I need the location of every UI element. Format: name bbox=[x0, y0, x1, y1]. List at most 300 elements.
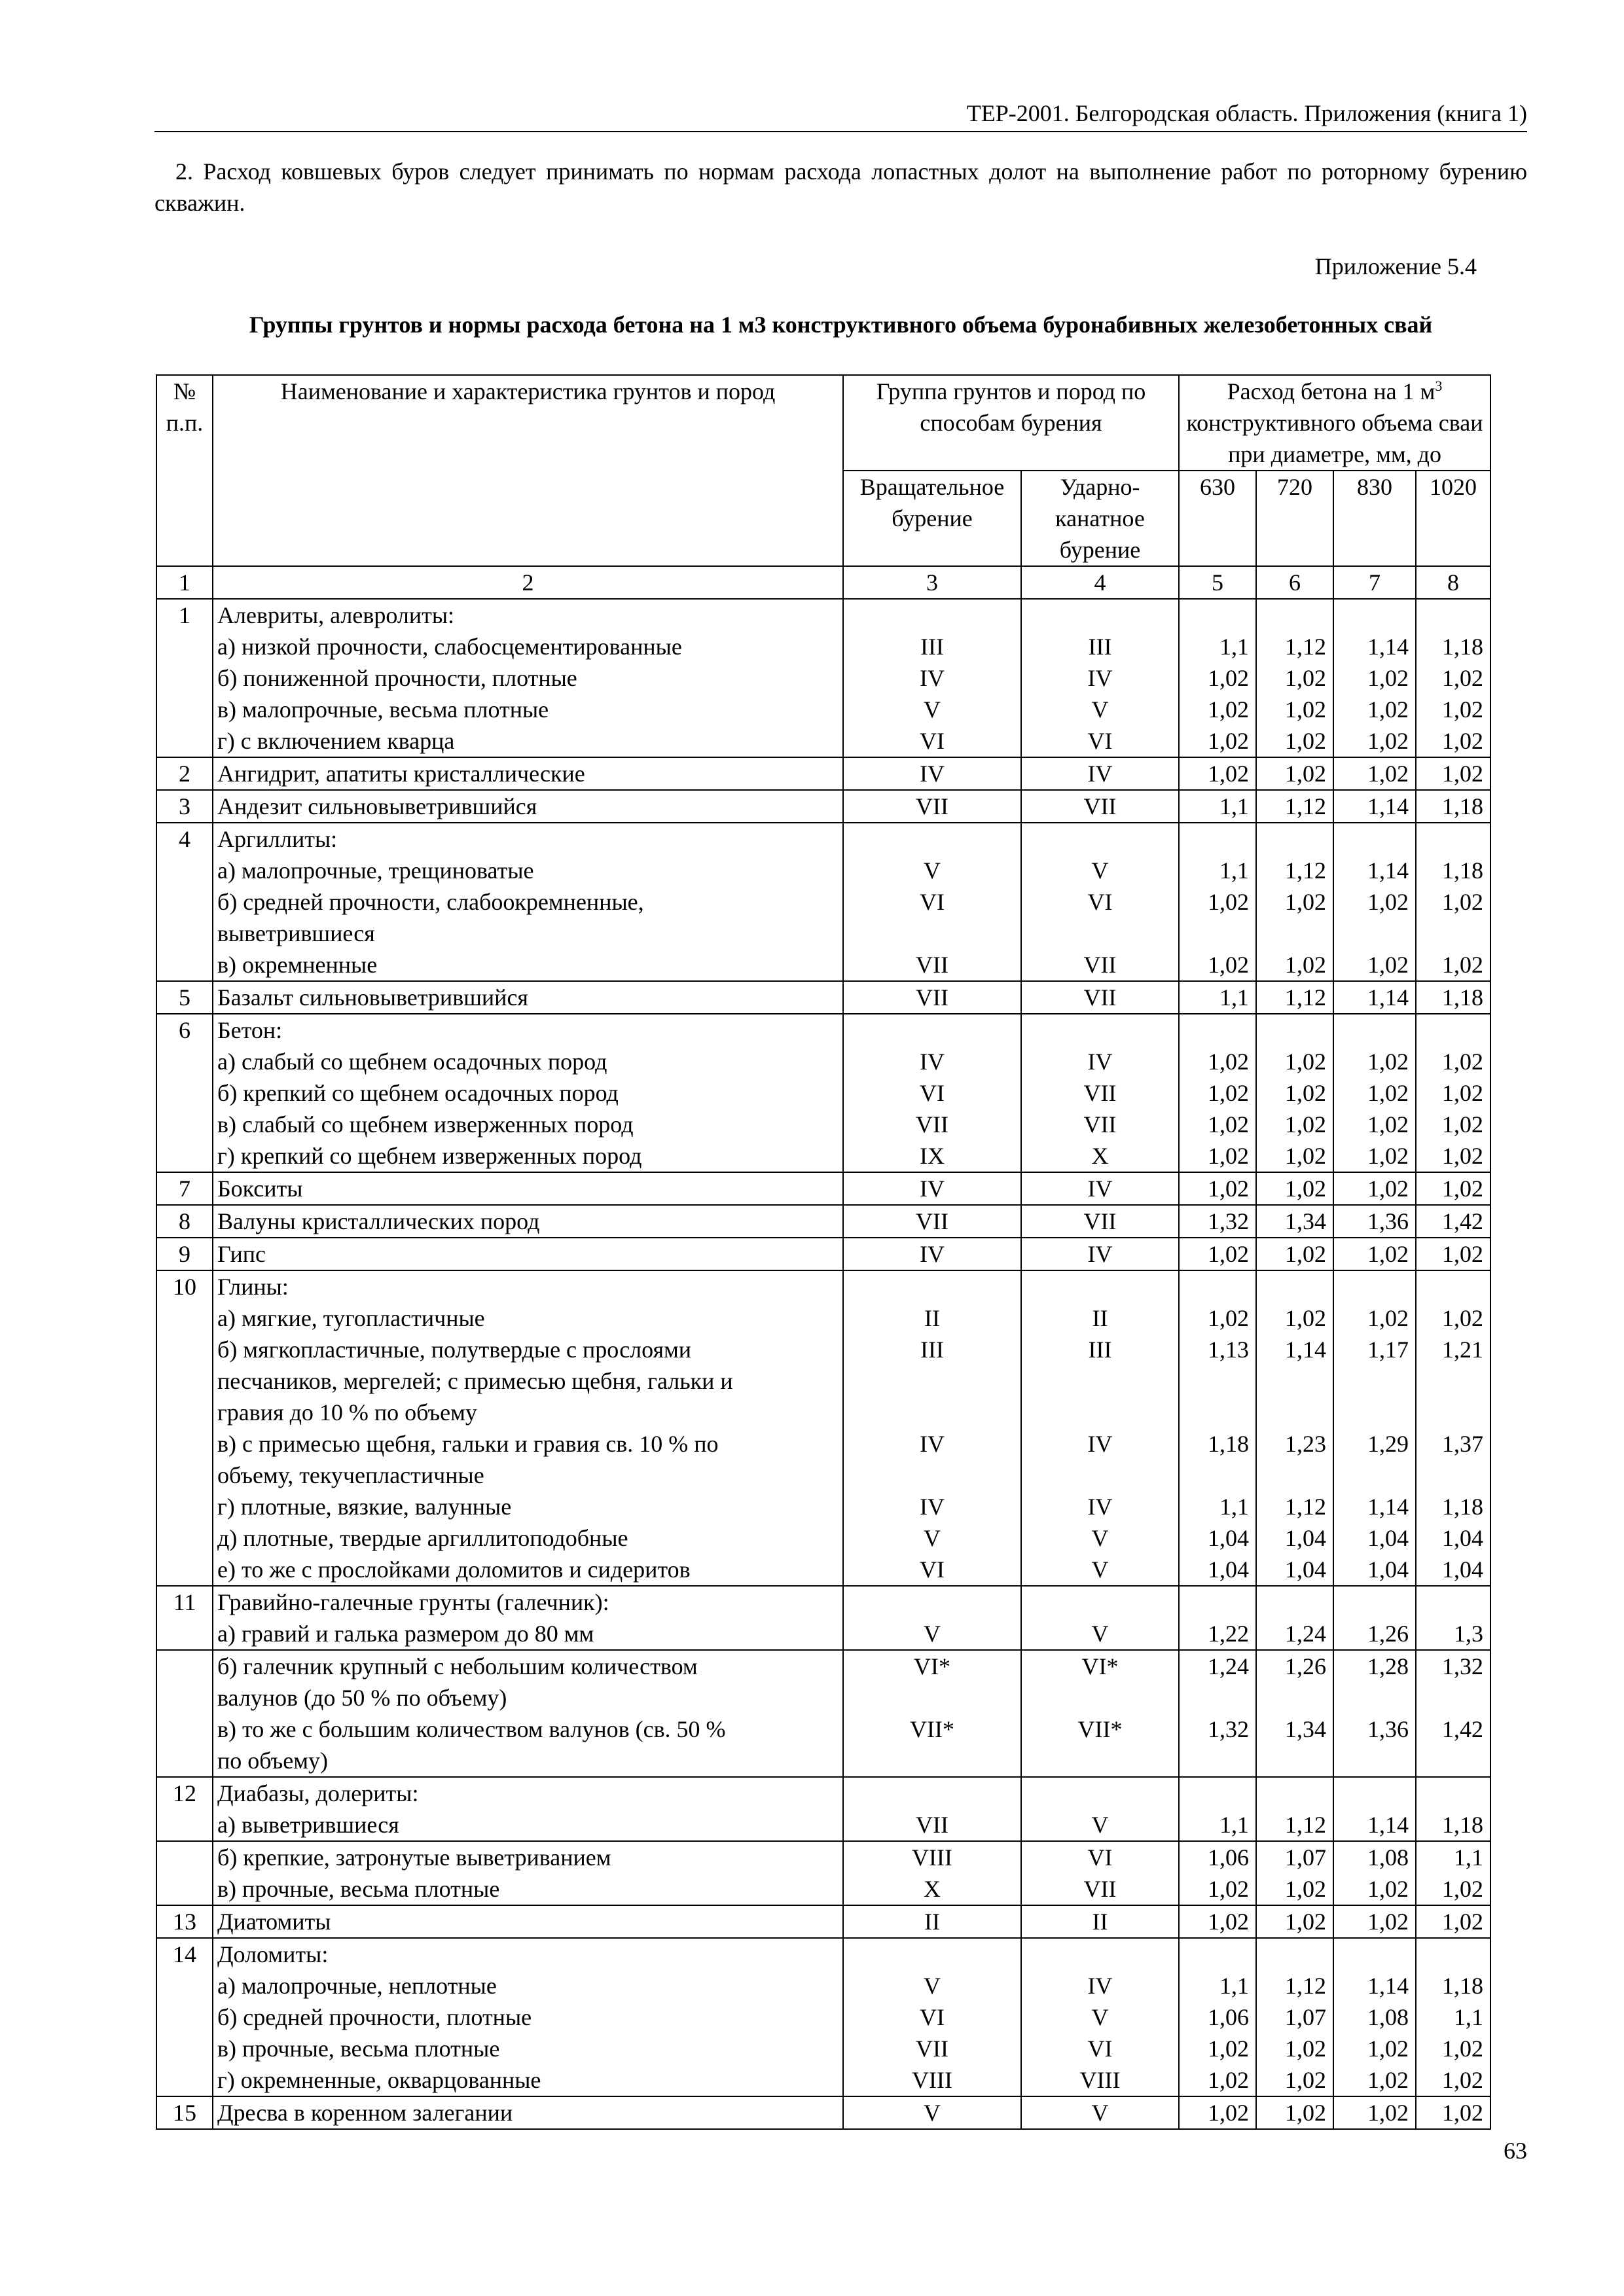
consumption-1020-empty bbox=[1420, 1939, 1483, 1970]
percussion-group-cell bbox=[1021, 1172, 1179, 1205]
consumption-830-cell bbox=[1333, 1014, 1416, 1172]
consumption-830-cell bbox=[1333, 1238, 1416, 1270]
consumption-720: 1,12 bbox=[1285, 1973, 1326, 1999]
row-number bbox=[156, 1014, 213, 1172]
row-number-text bbox=[161, 1651, 208, 1682]
consumption-630: 1,02 bbox=[1208, 889, 1249, 915]
table-title: Группы грунтов и нормы расхода бетона на 1 м3 конструктивного объема буронабивных железобетонных свай bbox=[249, 312, 1433, 338]
consumption-1020: 1,18 bbox=[1442, 1812, 1484, 1838]
soil-name-cell bbox=[213, 1905, 843, 1938]
rotary-group-cell bbox=[843, 757, 1021, 790]
consumption-830: 1,04 bbox=[1367, 1556, 1409, 1583]
consumption-630-cell bbox=[1179, 1841, 1256, 1905]
consumption-630: 1,1 bbox=[1219, 793, 1249, 819]
consumption-630-cell bbox=[1179, 1905, 1256, 1938]
consumption-1020-cell bbox=[1416, 790, 1490, 823]
consumption-830: 1,14 bbox=[1367, 984, 1409, 1011]
consumption-630: 1,02 bbox=[1208, 728, 1249, 754]
table-row bbox=[156, 1205, 1490, 1238]
soil-name: Андезит сильновыветрившийся bbox=[217, 793, 537, 819]
consumption-720: 1,02 bbox=[1285, 1111, 1326, 1138]
rotary-group: III bbox=[920, 1336, 944, 1363]
consumption-830-empty bbox=[1338, 1014, 1409, 1046]
consumption-1020: 1,02 bbox=[1442, 1080, 1484, 1106]
col-header-consumption bbox=[1179, 375, 1490, 471]
row-number bbox=[156, 823, 213, 981]
soil-name-cell bbox=[213, 1205, 843, 1238]
soil-name: Аргиллиты: bbox=[217, 826, 338, 852]
soil-name-cell bbox=[213, 1777, 843, 1841]
consumption-630: 1,02 bbox=[1208, 1080, 1249, 1106]
consumption-1020: 1,02 bbox=[1442, 1241, 1484, 1267]
soil-name: Глины: bbox=[217, 1274, 289, 1300]
consumption-830: 1,02 bbox=[1367, 1241, 1409, 1267]
consumption-830-cell bbox=[1333, 1650, 1416, 1777]
rotary-group: II bbox=[924, 1305, 940, 1331]
consumption-720-cell bbox=[1256, 981, 1333, 1014]
consumption-830-empty bbox=[1338, 1682, 1409, 1713]
consumption-1020: 1,02 bbox=[1442, 952, 1484, 978]
consumption-1020-cell bbox=[1416, 1938, 1490, 2096]
soil-name-cell bbox=[213, 599, 843, 757]
soil-name: выветрившиеся bbox=[217, 920, 375, 946]
consumption-720: 1,02 bbox=[1285, 728, 1326, 754]
consumption-720-empty bbox=[1261, 1587, 1326, 1618]
consumption-1020-empty bbox=[1420, 600, 1483, 631]
consumption-720: 1,02 bbox=[1285, 761, 1326, 787]
soil-name: б) мягкопластичные, полутвердые с прослоями bbox=[217, 1336, 692, 1363]
soil-name: а) низкой прочности, слабосцементированные bbox=[217, 634, 682, 660]
consumption-830: 1,02 bbox=[1367, 2100, 1409, 2126]
consumption-720-cell bbox=[1256, 2096, 1333, 2129]
row-number-text: 9 bbox=[179, 1241, 190, 1267]
soil-name: б) галечник крупный с небольшим количеством bbox=[217, 1653, 698, 1679]
rotary-group: IV bbox=[920, 761, 945, 787]
percussion-group-empty bbox=[1026, 823, 1174, 855]
rotary-group: VII bbox=[916, 952, 948, 978]
consumption-1020: 1,02 bbox=[1442, 2100, 1484, 2126]
soil-name: Бокситы bbox=[217, 1175, 303, 1202]
row-number-text bbox=[161, 1842, 208, 1873]
appendix-label: Приложение 5.4 bbox=[1314, 253, 1477, 279]
percussion-group: VI bbox=[1087, 1844, 1113, 1871]
rotary-group-empty bbox=[848, 1460, 1017, 1491]
col-header-d720: 720 bbox=[1256, 471, 1333, 566]
consumption-1020: 1,18 bbox=[1442, 634, 1484, 660]
percussion-group-empty bbox=[1026, 1014, 1174, 1046]
consumption-630: 1,02 bbox=[1208, 2036, 1249, 2062]
consumption-630: 1,32 bbox=[1208, 1716, 1249, 1742]
soil-name: б) пониженной прочности, плотные bbox=[217, 665, 577, 691]
table-row bbox=[156, 1650, 1490, 1777]
percussion-group-empty bbox=[1026, 1271, 1174, 1302]
rotary-group-empty bbox=[848, 823, 1017, 855]
soil-name: песчаников, мергелей; с примесью щебня, гальки и bbox=[217, 1368, 733, 1394]
consumption-830-empty bbox=[1338, 1745, 1409, 1776]
consumption-630: 1,02 bbox=[1208, 1876, 1249, 1902]
percussion-group: IV bbox=[1087, 1494, 1113, 1520]
percussion-group: V bbox=[1091, 1812, 1109, 1838]
consumption-630-cell bbox=[1179, 1586, 1256, 1650]
consumption-1020-empty bbox=[1420, 1365, 1483, 1397]
consumption-630: 1,22 bbox=[1208, 1621, 1249, 1647]
consumption-830-cell bbox=[1333, 1586, 1416, 1650]
percussion-group-empty bbox=[1026, 1365, 1174, 1397]
consumption-630: 1,02 bbox=[1208, 1143, 1249, 1169]
row-number bbox=[156, 2096, 213, 2129]
consumption-630-empty bbox=[1183, 1397, 1249, 1428]
consumption-630: 1,02 bbox=[1208, 2067, 1249, 2093]
percussion-group: VI bbox=[1087, 2036, 1113, 2062]
rotary-group-cell bbox=[843, 981, 1021, 1014]
percussion-group-empty bbox=[1026, 1587, 1174, 1618]
rotary-group: V bbox=[924, 1525, 941, 1551]
consumption-630: 1,02 bbox=[1208, 2100, 1249, 2126]
soil-name-cell bbox=[213, 1014, 843, 1172]
consumption-720-empty bbox=[1261, 1397, 1326, 1428]
soil-name: г) плотные, вязкие, валунные bbox=[217, 1494, 512, 1520]
soil-name: г) крепкий со щебнем изверженных пород bbox=[217, 1143, 642, 1169]
soil-name: д) плотные, твердые аргиллитоподобные bbox=[217, 1525, 628, 1551]
rotary-group: V bbox=[924, 1973, 941, 1999]
soil-name: в) прочные, весьма плотные bbox=[217, 1876, 500, 1902]
consumption-630-cell bbox=[1179, 1650, 1256, 1777]
rotary-group-empty bbox=[848, 1271, 1017, 1302]
rotary-group: V bbox=[924, 857, 941, 884]
consumption-830: 1,14 bbox=[1367, 793, 1409, 819]
percussion-group: X bbox=[1091, 1143, 1109, 1169]
percussion-group: VIII bbox=[1079, 2067, 1121, 2093]
percussion-group: VI bbox=[1087, 728, 1113, 754]
rotary-group: V bbox=[924, 2100, 941, 2126]
consumption-1020: 1,02 bbox=[1442, 728, 1484, 754]
rotary-group-cell bbox=[843, 1905, 1021, 1938]
rotary-group-empty bbox=[848, 1682, 1017, 1713]
consumption-720: 1,12 bbox=[1285, 1494, 1326, 1520]
percussion-group-cell bbox=[1021, 599, 1179, 757]
consumption-1020-cell bbox=[1416, 1905, 1490, 1938]
soil-groups-table bbox=[156, 374, 1491, 2130]
rotary-group-cell bbox=[843, 1205, 1021, 1238]
soil-name: в) с примесью щебня, гальки и гравия св. 10 % по bbox=[217, 1431, 719, 1457]
soil-name: а) мягкие, тугопластичные bbox=[217, 1305, 485, 1331]
percussion-group-empty bbox=[1026, 1778, 1174, 1809]
rotary-group: VIII bbox=[912, 1844, 952, 1871]
rotary-group-cell bbox=[843, 1172, 1021, 1205]
percussion-group: IV bbox=[1087, 1241, 1113, 1267]
row-number-text: 15 bbox=[173, 2100, 196, 2126]
table-row bbox=[156, 1586, 1490, 1650]
rotary-group: V bbox=[924, 1621, 941, 1647]
consumption-720-cell bbox=[1256, 1777, 1333, 1841]
consumption-630-empty bbox=[1183, 1587, 1249, 1618]
percussion-group: II bbox=[1092, 1909, 1108, 1935]
consumption-720-empty bbox=[1261, 918, 1326, 949]
percussion-group-empty bbox=[1026, 600, 1174, 631]
consumption-630-empty bbox=[1183, 1939, 1249, 1970]
soil-name-cell bbox=[213, 1586, 843, 1650]
consumption-630: 1,1 bbox=[1219, 857, 1249, 884]
consumption-720: 1,02 bbox=[1285, 2036, 1326, 2062]
row-number bbox=[156, 790, 213, 823]
col-header-d630: 630 bbox=[1179, 471, 1256, 566]
percussion-group-empty bbox=[1026, 1682, 1174, 1713]
consumption-1020-empty bbox=[1420, 1271, 1483, 1302]
consumption-630: 1,02 bbox=[1208, 1049, 1249, 1075]
percussion-group-cell bbox=[1021, 1238, 1179, 1270]
percussion-group: VII bbox=[1083, 1111, 1117, 1138]
row-number bbox=[156, 981, 213, 1014]
rotary-group-cell bbox=[843, 1938, 1021, 2096]
col-number-4: 4 bbox=[1021, 566, 1179, 599]
percussion-group-cell bbox=[1021, 1205, 1179, 1238]
consumption-630: 1,24 bbox=[1208, 1653, 1249, 1679]
note-paragraph: 2. Расход ковшевых буров следует принимать по нормам расхода лопастных долот на выполнение работ по роторному бурению скважин. bbox=[154, 158, 1527, 216]
soil-name: а) малопрочные, неплотные bbox=[217, 1973, 497, 1999]
rotary-group: IV bbox=[920, 665, 945, 691]
percussion-group-empty bbox=[1026, 1460, 1174, 1491]
consumption-1020-empty bbox=[1420, 1014, 1483, 1046]
consumption-1020-cell bbox=[1416, 1172, 1490, 1205]
consumption-720: 1,14 bbox=[1285, 1336, 1326, 1363]
rotary-group: VII bbox=[916, 2036, 948, 2062]
consumption-1020-cell bbox=[1416, 823, 1490, 981]
consumption-630-cell bbox=[1179, 981, 1256, 1014]
rotary-group-empty bbox=[848, 1939, 1017, 1970]
consumption-830: 1,02 bbox=[1367, 1175, 1409, 1202]
soil-name: Бетон: bbox=[217, 1017, 283, 1043]
consumption-830-empty bbox=[1338, 1778, 1409, 1809]
consumption-1020: 1,02 bbox=[1442, 1143, 1484, 1169]
rotary-group-cell bbox=[843, 2096, 1021, 2129]
consumption-630-empty bbox=[1183, 1745, 1249, 1776]
consumption-830-empty bbox=[1338, 918, 1409, 949]
row-number-text: 12 bbox=[173, 1780, 196, 1806]
consumption-720: 1,24 bbox=[1285, 1621, 1326, 1647]
consumption-1020: 1,04 bbox=[1442, 1525, 1484, 1551]
consumption-830-cell bbox=[1333, 1777, 1416, 1841]
rotary-group: VI bbox=[920, 728, 945, 754]
percussion-group-cell bbox=[1021, 1270, 1179, 1586]
consumption-720-cell bbox=[1256, 757, 1333, 790]
rotary-group: III bbox=[920, 634, 944, 660]
consumption-1020-cell bbox=[1416, 1777, 1490, 1841]
consumption-1020-cell bbox=[1416, 1205, 1490, 1238]
consumption-830: 1,02 bbox=[1367, 2067, 1409, 2093]
consumption-720: 1,02 bbox=[1285, 889, 1326, 915]
consumption-720-empty bbox=[1261, 1778, 1326, 1809]
consumption-720: 1,07 bbox=[1285, 2004, 1326, 2030]
consumption-830: 1,17 bbox=[1367, 1336, 1409, 1363]
percussion-group: V bbox=[1091, 1556, 1109, 1583]
consumption-830-cell bbox=[1333, 757, 1416, 790]
consumption-630-cell bbox=[1179, 1777, 1256, 1841]
col-header-num: № п.п. bbox=[156, 375, 213, 566]
consumption-830-cell bbox=[1333, 1205, 1416, 1238]
consumption-630-empty bbox=[1183, 918, 1249, 949]
rotary-group: II bbox=[924, 1909, 940, 1935]
consumption-720-cell bbox=[1256, 1905, 1333, 1938]
percussion-group: VII bbox=[1083, 1876, 1117, 1902]
consumption-1020-cell bbox=[1416, 1650, 1490, 1777]
consumption-830-cell bbox=[1333, 1270, 1416, 1586]
table-row bbox=[156, 1777, 1490, 1841]
rotary-group-cell bbox=[843, 823, 1021, 981]
rotary-group-empty bbox=[848, 1778, 1017, 1809]
rotary-group-cell bbox=[843, 1238, 1021, 1270]
table-row bbox=[156, 599, 1490, 757]
table-row bbox=[156, 1014, 1490, 1172]
soil-name: е) то же с прослойками доломитов и сидеритов bbox=[217, 1556, 691, 1583]
consumption-720-cell bbox=[1256, 1014, 1333, 1172]
col-header-rotary: Вращательное бурение bbox=[843, 471, 1021, 566]
consumption-830-empty bbox=[1338, 823, 1409, 855]
consumption-720: 1,02 bbox=[1285, 665, 1326, 691]
consumption-1020-empty bbox=[1420, 1587, 1483, 1618]
consumption-720-cell bbox=[1256, 1586, 1333, 1650]
consumption-1020: 1,02 bbox=[1442, 761, 1484, 787]
consumption-830-empty bbox=[1338, 1271, 1409, 1302]
percussion-group: VI* bbox=[1081, 1653, 1119, 1679]
percussion-group-cell bbox=[1021, 1650, 1179, 1777]
consumption-label-post: конструктивного объема сваи при диаметре, мм, до bbox=[1186, 410, 1483, 467]
rotary-group-empty bbox=[848, 600, 1017, 631]
percussion-group: IV bbox=[1087, 665, 1113, 691]
soil-name-cell bbox=[213, 1938, 843, 2096]
consumption-720-cell bbox=[1256, 790, 1333, 823]
percussion-group-empty bbox=[1026, 1939, 1174, 1970]
consumption-630: 1,02 bbox=[1208, 1305, 1249, 1331]
consumption-830: 1,04 bbox=[1367, 1525, 1409, 1551]
consumption-720: 1,04 bbox=[1285, 1556, 1326, 1583]
percussion-group-cell bbox=[1021, 757, 1179, 790]
consumption-830: 1,02 bbox=[1367, 1080, 1409, 1106]
row-number bbox=[156, 1938, 213, 2096]
table-row bbox=[156, 2096, 1490, 2129]
soil-name: а) малопрочные, трещиноватые bbox=[217, 857, 534, 884]
soil-name-cell bbox=[213, 757, 843, 790]
row-number bbox=[156, 599, 213, 757]
rotary-group: VII bbox=[916, 984, 948, 1011]
consumption-1020: 1,3 bbox=[1454, 1621, 1484, 1647]
consumption-1020-cell bbox=[1416, 1014, 1490, 1172]
consumption-1020-cell bbox=[1416, 1841, 1490, 1905]
col-header-d1020: 1020 bbox=[1416, 471, 1490, 566]
row-number bbox=[156, 1777, 213, 1841]
percussion-group: V bbox=[1091, 1621, 1109, 1647]
consumption-830: 1,02 bbox=[1367, 665, 1409, 691]
row-number bbox=[156, 1172, 213, 1205]
consumption-720-empty bbox=[1261, 823, 1326, 855]
consumption-720-empty bbox=[1261, 1365, 1326, 1397]
consumption-1020: 1,02 bbox=[1442, 665, 1484, 691]
rotary-group: VII bbox=[916, 793, 948, 819]
rotary-group-cell bbox=[843, 1777, 1021, 1841]
percussion-group-cell bbox=[1021, 1586, 1179, 1650]
consumption-720: 1,02 bbox=[1285, 952, 1326, 978]
consumption-720-empty bbox=[1261, 1939, 1326, 1970]
table-row bbox=[156, 981, 1490, 1014]
percussion-group: III bbox=[1088, 1336, 1112, 1363]
rotary-group: VII bbox=[916, 1208, 948, 1234]
consumption-720-cell bbox=[1256, 1238, 1333, 1270]
rotary-group: IX bbox=[920, 1143, 945, 1169]
consumption-720-empty bbox=[1261, 1682, 1326, 1713]
consumption-830: 1,02 bbox=[1367, 1049, 1409, 1075]
consumption-1020: 1,1 bbox=[1454, 2004, 1484, 2030]
table-row bbox=[156, 1172, 1490, 1205]
rotary-group: IV bbox=[920, 1494, 945, 1520]
consumption-720-cell bbox=[1256, 823, 1333, 981]
row-number-text: 1 bbox=[179, 602, 190, 628]
row-number-text: 5 bbox=[179, 984, 190, 1011]
consumption-1020: 1,21 bbox=[1442, 1336, 1484, 1363]
soil-name: по объему) bbox=[217, 1748, 329, 1774]
consumption-830: 1,14 bbox=[1367, 1494, 1409, 1520]
soil-name: гравия до 10 % по объему bbox=[217, 1399, 477, 1426]
consumption-720: 1,02 bbox=[1285, 1909, 1326, 1935]
consumption-630-empty bbox=[1183, 1682, 1249, 1713]
consumption-720-cell bbox=[1256, 1650, 1333, 1777]
percussion-group: VII bbox=[1083, 793, 1117, 819]
table-row bbox=[156, 1270, 1490, 1586]
consumption-630-empty bbox=[1183, 823, 1249, 855]
soil-name: Базальт сильновыветрившийся bbox=[217, 984, 528, 1011]
consumption-720: 1,04 bbox=[1285, 1525, 1326, 1551]
consumption-720: 1,02 bbox=[1285, 2067, 1326, 2093]
percussion-group-cell bbox=[1021, 790, 1179, 823]
rotary-group: IV bbox=[920, 1175, 945, 1202]
percussion-group: IV bbox=[1087, 1049, 1113, 1075]
rotary-group-cell bbox=[843, 1270, 1021, 1586]
rotary-group-empty bbox=[848, 1397, 1017, 1428]
soil-name: г) с включением кварца bbox=[217, 728, 455, 754]
soil-name: б) средней прочности, плотные bbox=[217, 2004, 532, 2030]
soil-name: Диабазы, долериты: bbox=[217, 1780, 419, 1806]
row-number-text: 4 bbox=[179, 826, 190, 852]
soil-name-cell bbox=[213, 2096, 843, 2129]
consumption-830: 1,02 bbox=[1367, 728, 1409, 754]
consumption-630: 1,06 bbox=[1208, 1844, 1249, 1871]
consumption-720: 1,07 bbox=[1285, 1844, 1326, 1871]
consumption-1020-cell bbox=[1416, 599, 1490, 757]
consumption-720-cell bbox=[1256, 1841, 1333, 1905]
percussion-group-cell bbox=[1021, 981, 1179, 1014]
consumption-1020: 1,02 bbox=[1442, 1111, 1484, 1138]
consumption-830-empty bbox=[1338, 1397, 1409, 1428]
soil-name: Дресва в коренном залегании bbox=[217, 2100, 513, 2126]
table-row bbox=[156, 790, 1490, 823]
consumption-1020-empty bbox=[1420, 1460, 1483, 1491]
consumption-630: 1,02 bbox=[1208, 1111, 1249, 1138]
header-rule bbox=[154, 131, 1527, 132]
consumption-1020: 1,04 bbox=[1442, 1556, 1484, 1583]
consumption-630-cell bbox=[1179, 757, 1256, 790]
consumption-1020-empty bbox=[1420, 1778, 1483, 1809]
consumption-1020-cell bbox=[1416, 981, 1490, 1014]
percussion-group: VII* bbox=[1077, 1716, 1123, 1742]
soil-name: в) малопрочные, весьма плотные bbox=[217, 696, 549, 723]
consumption-830-cell bbox=[1333, 823, 1416, 981]
rotary-group-empty bbox=[848, 1365, 1017, 1397]
consumption-720: 1,23 bbox=[1285, 1431, 1326, 1457]
col-header-d830: 830 bbox=[1333, 471, 1416, 566]
consumption-720: 1,02 bbox=[1285, 1175, 1326, 1202]
percussion-group: V bbox=[1091, 2004, 1109, 2030]
consumption-720: 1,02 bbox=[1285, 696, 1326, 723]
consumption-830: 1,02 bbox=[1367, 952, 1409, 978]
consumption-630-cell bbox=[1179, 1172, 1256, 1205]
